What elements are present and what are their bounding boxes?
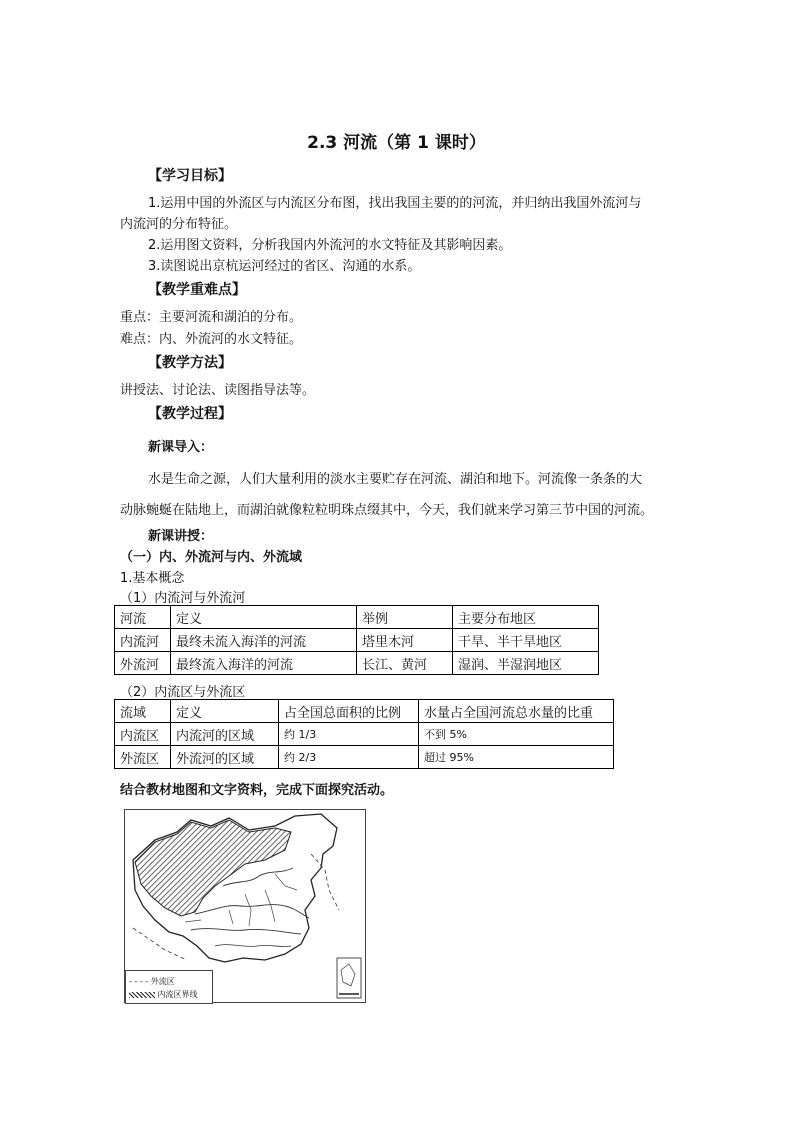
table-row — [115, 629, 599, 652]
table-header-cell: 举例 — [357, 606, 453, 629]
table-cell: 外流区 — [115, 746, 171, 769]
intro-label: 新课导入： — [148, 440, 214, 455]
activity-instruction: 结合教材地图和文字资料，完成下面探究活动。 — [120, 783, 394, 798]
legend-boundary-label — [129, 989, 198, 1000]
new-lesson-label: 新课讲授： — [148, 529, 214, 544]
china-drainage-map — [124, 809, 366, 1003]
goal-2: 2.运用图文资料，分析我国内外流河的水文特征及其影响因素。 — [148, 238, 512, 253]
hatch-swatch-icon — [129, 992, 155, 998]
goal-3: 3.读图说出京杭运河经过的省区、沟通的水系。 — [148, 259, 421, 274]
table-header-cell: 河流 — [115, 606, 171, 629]
goals-heading: 【学习目标】 — [148, 168, 232, 184]
table-cell: 约 2/3 — [279, 746, 419, 769]
table-cell: 外流河的区域 — [171, 746, 279, 769]
process-heading: 【教学过程】 — [148, 406, 232, 422]
table-header-cell: 主要分布地区 — [453, 606, 599, 629]
goal-1-line-2: 内流河的分布特征。 — [120, 217, 238, 232]
table-cell: 内流区 — [115, 723, 171, 746]
table-header-row — [115, 700, 614, 723]
table-cell: 超过 95% — [419, 746, 614, 769]
difficult-point: 难点：内、外流河的水文特征。 — [120, 332, 303, 347]
table2-caption: （2）内流区与外流区 — [120, 685, 246, 700]
concept-label: 1.基本概念 — [120, 571, 185, 586]
table-header-row — [115, 606, 599, 629]
table-cell: 内流河的区域 — [171, 723, 279, 746]
intro-line-2: 动脉蜿蜒在陆地上，而湖泊就像粒粒明珠点缀其中，今天，我们就来学习第三节中国的河流。 — [120, 503, 654, 518]
table-cell: 最终流入海洋的河流 — [171, 652, 357, 675]
table-header-cell: 定义 — [171, 606, 357, 629]
table-cell: 外流河 — [115, 652, 171, 675]
table-row — [115, 746, 614, 769]
river-table — [114, 605, 599, 675]
drainage-area-table — [114, 699, 614, 769]
page-title: 2.3 河流（第 1 课时） — [307, 133, 486, 153]
table-header-cell: 流域 — [115, 700, 171, 723]
table-header-cell: 水量占全国河流总水量的比重 — [419, 700, 614, 723]
table-cell: 不到 5% — [419, 723, 614, 746]
table-cell: 内流河 — [115, 629, 171, 652]
key-point: 重点：主要河流和湖泊的分布。 — [120, 310, 303, 325]
legend-boundary-text: 内流区界线 — [157, 990, 198, 999]
table-cell: 干旱、半干旱地区 — [453, 629, 599, 652]
table-cell: 最终未流入海洋的河流 — [171, 629, 357, 652]
keypoints-heading: 【教学重难点】 — [148, 282, 246, 298]
table-cell: 湿润、半湿润地区 — [453, 652, 599, 675]
table-header-cell: 定义 — [171, 700, 279, 723]
legend-outflow-label: - - - - 外流区 — [129, 977, 175, 986]
intro-line-1: 水是生命之源，人们大量利用的淡水主要贮存在河流、湖泊和地下。河流像一条条的大 — [148, 472, 643, 487]
table-cell: 约 1/3 — [279, 723, 419, 746]
legend-outflow-text: 外流区 — [150, 977, 175, 986]
table-row — [115, 723, 614, 746]
section-subheading: （一）内、外流河与内、外流域 — [120, 550, 303, 565]
table-cell: 长江、黄河 — [357, 652, 453, 675]
table-header-cell: 占全国总面积的比例 — [279, 700, 419, 723]
method-heading: 【教学方法】 — [148, 355, 232, 371]
map-legend — [125, 970, 213, 1004]
table-row — [115, 652, 599, 675]
table-cell: 塔里木河 — [357, 629, 453, 652]
method-text: 讲授法、讨论法、读图指导法等。 — [120, 383, 316, 398]
goal-1-line-1: 1.运用中国的外流区与内流区分布图，找出我国主要的的河流，并归纳出我国外流河与 — [148, 196, 642, 211]
table1-caption: （1）内流河与外流河 — [120, 591, 246, 606]
